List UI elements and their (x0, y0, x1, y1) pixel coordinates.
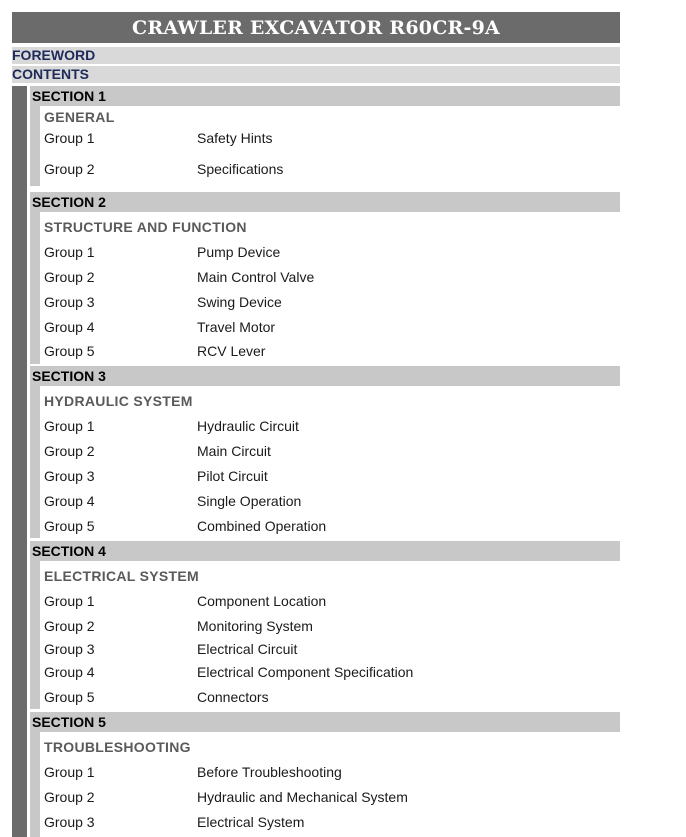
group-label: Group 2 (44, 269, 95, 285)
group-label: Group 3 (44, 814, 95, 830)
section-5-group-3-link[interactable] (44, 812, 604, 832)
group-label: Group 1 (44, 764, 95, 780)
group-title: Electrical System (197, 814, 305, 830)
group-title: Main Circuit (197, 443, 271, 459)
section-1-group-2-link[interactable] (44, 159, 604, 179)
section-4-group-1-link[interactable] (44, 591, 604, 611)
section-4-title: ELECTRICAL SYSTEM (44, 568, 199, 584)
section-5-header: SECTION 5 (30, 712, 620, 732)
group-label: Group 3 (44, 641, 95, 657)
group-title: Pilot Circuit (197, 468, 268, 484)
page-title: CRAWLER EXCAVATOR R60CR-9A (12, 12, 620, 43)
section-3-group-1-link[interactable] (44, 416, 604, 436)
group-label: Group 2 (44, 618, 95, 634)
group-label: Group 4 (44, 664, 95, 680)
group-label: Group 1 (44, 130, 95, 146)
section-2-group-3-link[interactable] (44, 292, 604, 312)
group-label: Group 3 (44, 468, 95, 484)
group-label: Group 4 (44, 493, 95, 509)
group-title: RCV Lever (197, 343, 266, 359)
section-2-group-4-link[interactable] (44, 317, 604, 337)
section-5-title: TROUBLESHOOTING (44, 739, 191, 755)
section-2-header: SECTION 2 (30, 192, 620, 212)
group-label: Group 5 (44, 689, 95, 705)
section-2-group-5-link[interactable] (44, 341, 604, 361)
section-4-group-3-link[interactable] (44, 639, 604, 659)
group-title: Combined Operation (197, 518, 327, 534)
section-1-title: GENERAL (44, 109, 115, 125)
section-1-bar (30, 106, 40, 186)
group-title: Before Troubleshooting (197, 764, 342, 780)
section-3-group-5-link[interactable] (44, 516, 604, 536)
section-4-bar (30, 561, 40, 709)
section-3-bar (30, 386, 40, 538)
contents-left-bar (12, 86, 27, 837)
section-5-group-2-link[interactable] (44, 787, 604, 807)
group-title: Main Control Valve (197, 269, 315, 285)
section-4-group-2-link[interactable] (44, 616, 604, 636)
group-title: Travel Motor (197, 319, 276, 335)
group-label: Group 2 (44, 161, 95, 177)
group-label: Group 1 (44, 593, 95, 609)
group-title: Connectors (197, 689, 269, 705)
section-2-group-2-link[interactable] (44, 267, 604, 287)
section-5-bar (30, 732, 40, 837)
section-3-title: HYDRAULIC SYSTEM (44, 393, 193, 409)
group-title: Electrical Component Specification (197, 664, 414, 680)
section-3-group-4-link[interactable] (44, 491, 604, 511)
group-title: Hydraulic and Mechanical System (197, 789, 408, 805)
group-label: Group 4 (44, 319, 95, 335)
group-label: Group 2 (44, 443, 95, 459)
group-title: Monitoring System (197, 618, 313, 634)
group-title: Specifications (197, 161, 284, 177)
group-label: Group 5 (44, 518, 95, 534)
section-1-group-1-link[interactable] (44, 128, 604, 148)
foreword-link[interactable]: FOREWORD (12, 47, 620, 64)
contents-link[interactable]: CONTENTS (12, 66, 620, 83)
section-3-group-3-link[interactable] (44, 466, 604, 486)
group-label: Group 1 (44, 244, 95, 260)
group-label: Group 1 (44, 418, 95, 434)
section-3-header: SECTION 3 (30, 366, 620, 386)
group-label: Group 5 (44, 343, 95, 359)
section-2-title: STRUCTURE AND FUNCTION (44, 219, 247, 235)
section-2-group-1-link[interactable] (44, 242, 604, 262)
group-label: Group 2 (44, 789, 95, 805)
group-title: Electrical Circuit (197, 641, 298, 657)
group-title: Pump Device (197, 244, 281, 260)
group-title: Safety Hints (197, 130, 273, 146)
section-3-group-2-link[interactable] (44, 441, 604, 461)
group-label: Group 3 (44, 294, 95, 310)
group-title: Hydraulic Circuit (197, 418, 299, 434)
group-title: Single Operation (197, 493, 302, 509)
section-2-bar (30, 212, 40, 364)
section-1-header: SECTION 1 (30, 86, 620, 106)
group-title: Component Location (197, 593, 327, 609)
group-title: Swing Device (197, 294, 282, 310)
section-4-header: SECTION 4 (30, 541, 620, 561)
section-5-group-1-link[interactable] (44, 762, 604, 782)
section-4-group-5-link[interactable] (44, 687, 604, 707)
section-4-group-4-link[interactable] (44, 662, 604, 682)
